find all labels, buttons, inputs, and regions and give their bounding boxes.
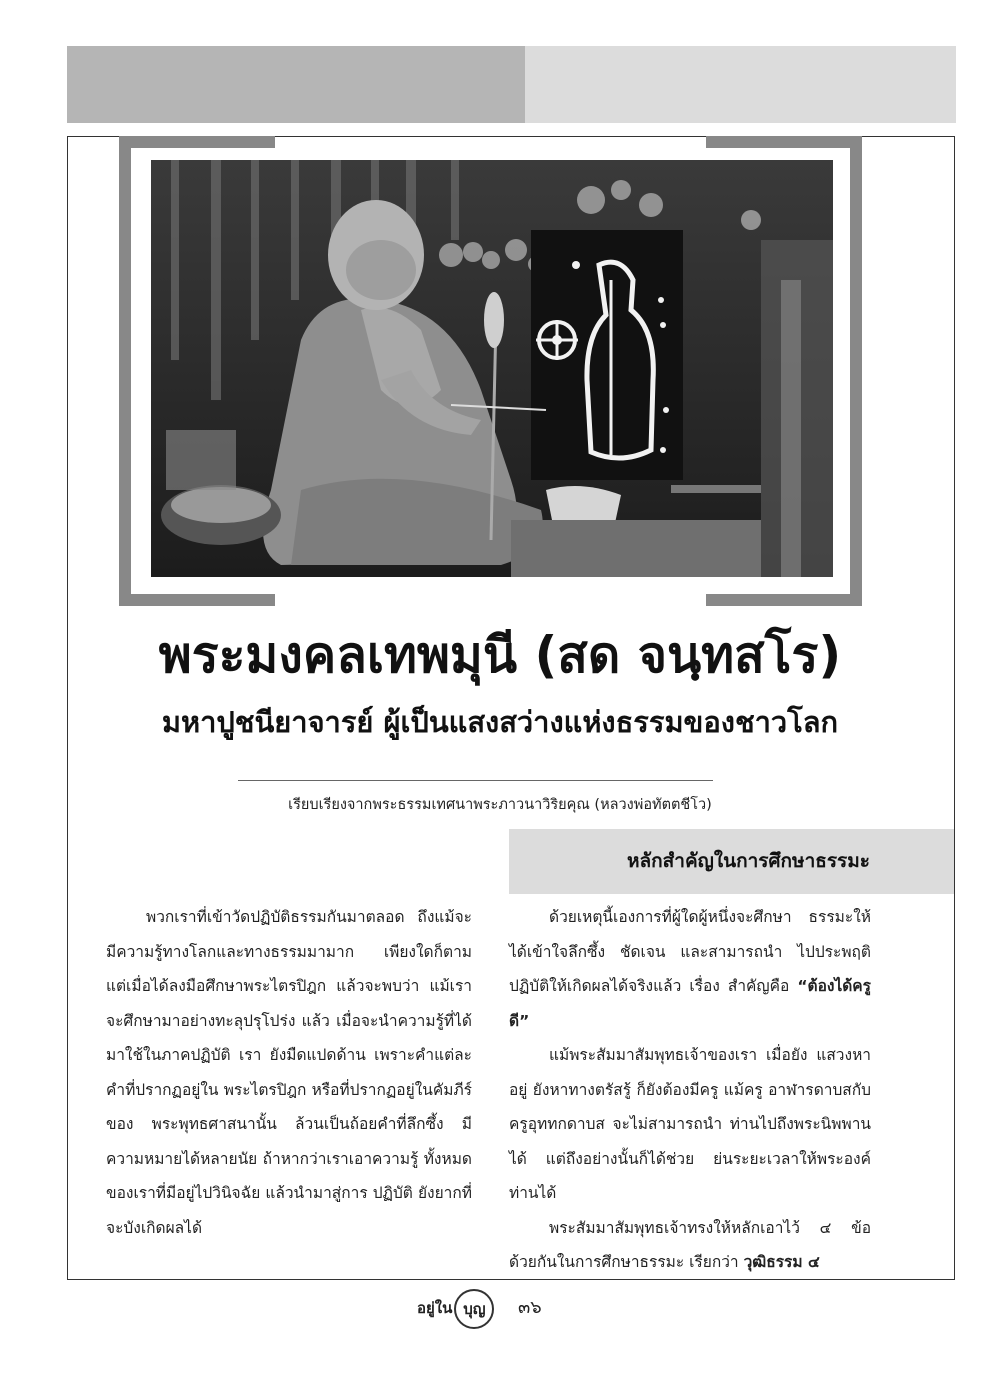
left-column [106, 900, 472, 1245]
header-bar-left [67, 46, 525, 123]
right-paragraph-3-text: พระสัมมาสัมพุทธเจ้าทรงให้หลักเอาไว้ ๔ ข้อ ด้วยกันในการศึกษาธรรมะ เรียกว่า [509, 1218, 871, 1271]
left-paragraph: พวกเราที่เข้าวัดปฏิบัติธรรมกันมาตลอด ถึงแม้จะมีความรู้ทางโลกและทางธรรมมามาก เพียงใดก็ตาม แต่เมื่อได้ลงมือศึกษาพระไตรปิฎก แล้วจะพบว่า แม้เราจะศึกษามาอย่างทะลุปรุโปร่ง แล้ว เมื่อจะนำความรู้ที่ได้มาใช้ในภาคปฏิบัติ เรา ยังมืดแปดด้าน เพราะคำแต่ละคำที่ปรากฏอยู่ใน พระไตรปิฎก หรือที่ปรากฏอยู่ในคัมภีร์ของ พระพุทธศาสนานั้น ล้วนเป็นถ้อยคำที่ลึกซึ้ง มี ความหมายได้หลายนัย ถ้าหากว่าเราเอาความรู้ ทั้งหมดของเราที่มีอยู่ไปวินิจฉัย แล้วนำมาสู่การ ปฏิบัติ ยังยากที่จะบังเกิดผลได้ [106, 908, 472, 1237]
article-subtitle: มหาปูชนียาจารย์ ผู้เป็นแสงสว่างแห่งธรรมของชาวโลก [161, 705, 839, 739]
section-heading: หลักสำคัญในการศึกษาธรรมะ [627, 850, 870, 872]
monk-photo [151, 160, 833, 577]
page-footer [0, 1288, 1000, 1332]
header-bar-right [525, 46, 956, 123]
page-number: ๓๖ [518, 1297, 542, 1318]
magazine-logo [417, 1288, 496, 1329]
logo-text: อยู่ใน [417, 1299, 453, 1317]
divider-rule [238, 780, 713, 781]
right-paragraph-3 [509, 1211, 871, 1280]
logo-circle: บุญ [454, 1289, 494, 1329]
section-heading-box [509, 829, 954, 894]
right-paragraph-2: แม้พระสัมมาสัมพุทธเจ้าของเรา เมื่อยัง แสวงหาอยู่ ยังหาทางตรัสรู้ ก็ยังต้องมีครู แม้ครู อาฬารดาบสกับครูอุททกดาบส จะไม่สามารถนำ ท่านไปถึงพระนิพพานได้ แต่ถึงอย่างนั้นก็ได้ช่วย ย่นระยะเวลาให้พระองค์ท่านได้ [509, 1046, 871, 1202]
article-title: พระมงคลเทพมุนี (สด จนฺทสโร) [158, 626, 842, 684]
right-paragraph-3-bold: วุฒิธรรม ๔ [743, 1253, 820, 1271]
article-credit: เรียบเรียงจากพระธรรมเทศนาพระภาวนาวิริยคุณ (หลวงพ่อทัตตชีโว) [288, 797, 712, 813]
right-paragraph-1-bold: “ต้องได้ครูดี” [509, 977, 871, 1030]
right-paragraph-1 [509, 900, 871, 1038]
right-column [509, 900, 871, 1280]
right-paragraph-1-text: ด้วยเหตุนี้เองการที่ผู้ใดผู้หนึ่งจะศึกษา ธรรมะให้ได้เข้าใจลึกซึ้ง ชัดเจน และสามารถนำ ไปประพฤติปฏิบัติให้เกิดผลได้จริงแล้ว เรื่อง สำคัญคือ [509, 908, 871, 995]
